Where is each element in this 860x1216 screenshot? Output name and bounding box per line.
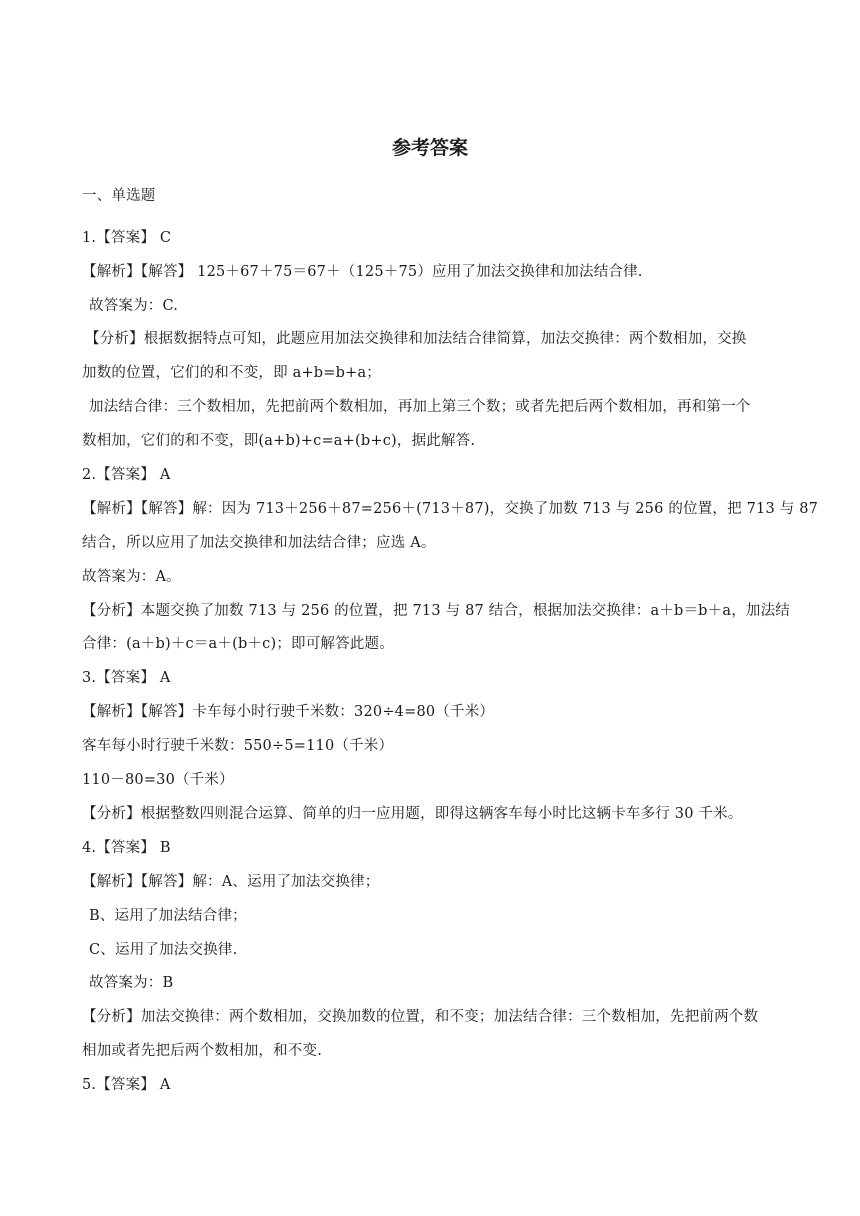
page-title: 参考答案	[391, 137, 468, 159]
conclusion-line: 故答案为：C.	[89, 298, 179, 314]
solution-line: 【解析】【解答】 125＋67＋75＝67＋（125＋75）应用了加法交换律和加法结合律.	[82, 264, 643, 280]
solution-line: 110－80=30（千米）	[82, 772, 234, 788]
analysis-line: 【分析】根据整数四则混合运算、简单的归一应用题，即得这辆客车每小时比这辆卡车多行 30 千米。	[82, 806, 743, 822]
conclusion-line: 故答案为：B	[89, 975, 174, 991]
analysis-line: 相加或者先把后两个数相加，和不变.	[82, 1043, 323, 1059]
solution-line: C、运用了加法交换律.	[89, 942, 238, 958]
solution-line: 结合，所以应用了加法交换律和加法结合律；应选 A。	[82, 535, 436, 551]
answer-line: 3.【答案】 A	[82, 670, 171, 686]
answer-line: 2.【答案】 A	[82, 467, 171, 483]
solution-line: 客车每小时行驶千米数：550÷5=110（千米）	[82, 738, 394, 754]
analysis-line: 【分析】加法交换律：两个数相加，交换加数的位置，和不变；加法结合律：三个数相加，先把前两个数	[82, 1009, 759, 1025]
analysis-line: 【分析】本题交换了加数 713 与 256 的位置，把 713 与 87 结合，根据加法交换律：a＋b＝b＋a，加法结	[82, 603, 791, 619]
analysis-line: 加数的位置，它们的和不变，即 a+b=b+a；	[82, 365, 382, 381]
solution-line: B、运用了加法结合律；	[89, 908, 247, 924]
analysis-line: 数相加，它们的和不变，即(a+b)+c=a+(b+c)，据此解答.	[82, 433, 476, 449]
analysis-line: 加法结合律：三个数相加，先把前两个数相加，再加上第三个数；或者先把后两个数相加，再和第一个	[89, 399, 751, 415]
section-heading: 一、单选题	[82, 188, 156, 204]
answer-line: 1.【答案】 C	[82, 230, 172, 246]
conclusion-line: 故答案为：A。	[82, 569, 181, 585]
answer-line: 4.【答案】 B	[82, 840, 171, 856]
solution-line: 【解析】【解答】解：A、运用了加法交换律；	[82, 874, 380, 890]
analysis-line: 【分析】根据数据特点可知，此题应用加法交换律和加法结合律简算，加法交换律：两个数相加，交换	[85, 331, 747, 347]
analysis-line: 合律：(a＋b)＋c＝a＋(b＋c)；即可解答此题。	[82, 636, 394, 652]
solution-line: 【解析】【解答】解：因为 713＋256＋87=256＋(713＋87)，交换了加数 713 与 256 的位置，把 713 与 87	[82, 501, 819, 517]
answer-line: 5.【答案】 A	[82, 1077, 171, 1093]
solution-line: 【解析】【解答】卡车每小时行驶千米数：320÷4=80（千米）	[82, 704, 495, 720]
